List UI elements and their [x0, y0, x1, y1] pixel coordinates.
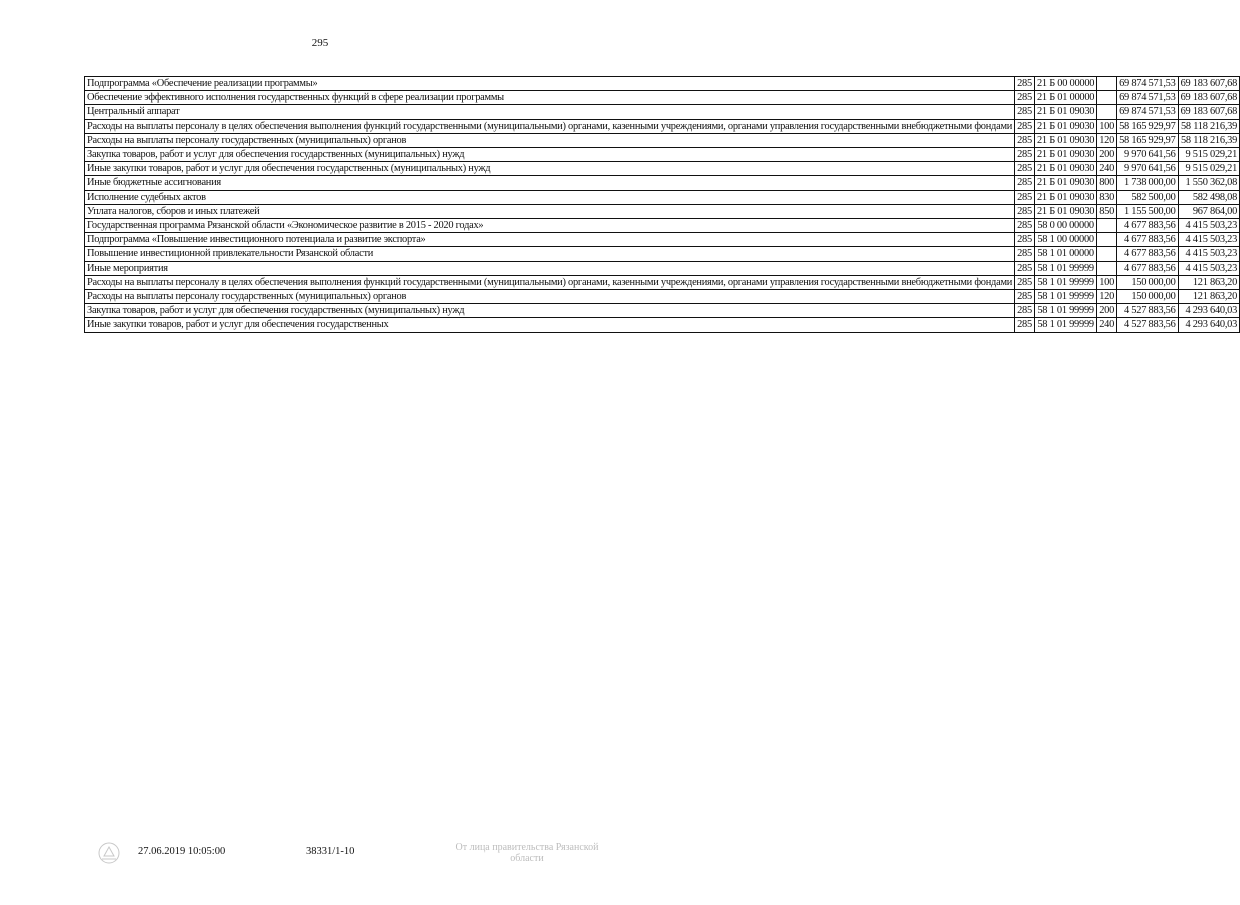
- row-sum-executed: 121 863,20: [1178, 275, 1240, 289]
- row-name: Закупка товаров, работ и услуг для обеспечения государственных (муниципальных) нужд: [85, 304, 1015, 318]
- row-code: 285: [1015, 190, 1035, 204]
- row-code: 285: [1015, 233, 1035, 247]
- row-code: 285: [1015, 91, 1035, 105]
- row-sum-executed: 9 515 029,21: [1178, 148, 1240, 162]
- row-sum-2018: 4 677 883,56: [1117, 261, 1179, 275]
- row-name: Подпрограмма «Повышение инвестиционного потенциала и развитие экспорта»: [85, 233, 1015, 247]
- row-csr: 58 1 01 99999: [1034, 261, 1096, 275]
- row-sum-executed: 4 415 503,23: [1178, 261, 1240, 275]
- row-sum-2018: 4 677 883,56: [1117, 219, 1179, 233]
- footer-doc-number: 38331/1-10: [306, 846, 355, 857]
- row-code: 285: [1015, 148, 1035, 162]
- row-sum-executed: 967 864,00: [1178, 204, 1240, 218]
- row-code: 285: [1015, 176, 1035, 190]
- row-code: 285: [1015, 119, 1035, 133]
- row-sum-2018: 1 738 000,00: [1117, 176, 1179, 190]
- row-csr: 58 1 00 00000: [1034, 233, 1096, 247]
- row-sum-2018: 150 000,00: [1117, 290, 1179, 304]
- row-code: 285: [1015, 304, 1035, 318]
- row-vr: 120: [1097, 290, 1117, 304]
- table-row: [85, 105, 1240, 119]
- table-row: [85, 304, 1240, 318]
- emblem-icon: [96, 840, 122, 869]
- watermark-text: От лица правительства Рязанской области: [455, 842, 599, 864]
- row-code: 285: [1015, 162, 1035, 176]
- row-name: Государственная программа Рязанской области «Экономическое развитие в 2015 - 2020 годах»: [85, 219, 1015, 233]
- row-vr: 120: [1097, 133, 1117, 147]
- row-code: 285: [1015, 133, 1035, 147]
- row-csr: 58 1 01 99999: [1034, 318, 1096, 332]
- row-sum-2018: 9 970 641,56: [1117, 148, 1179, 162]
- row-sum-2018: 4 527 883,56: [1117, 304, 1179, 318]
- table-row: [85, 261, 1240, 275]
- row-sum-executed: 4 415 503,23: [1178, 219, 1240, 233]
- row-sum-2018: 69 874 571,53: [1117, 77, 1179, 91]
- row-code: 285: [1015, 77, 1035, 91]
- table-row: [85, 162, 1240, 176]
- row-vr: [1097, 91, 1117, 105]
- row-vr: 100: [1097, 275, 1117, 289]
- row-csr: 21 Б 01 09030: [1034, 162, 1096, 176]
- row-vr: 800: [1097, 176, 1117, 190]
- table-row: [85, 219, 1240, 233]
- row-vr: [1097, 77, 1117, 91]
- row-sum-2018: 582 500,00: [1117, 190, 1179, 204]
- row-sum-2018: 58 165 929,97: [1117, 133, 1179, 147]
- row-vr: 850: [1097, 204, 1117, 218]
- row-sum-executed: 4 415 503,23: [1178, 247, 1240, 261]
- row-sum-executed: 4 293 640,03: [1178, 304, 1240, 318]
- row-csr: 58 1 01 99999: [1034, 275, 1096, 289]
- table-row: [85, 275, 1240, 289]
- row-code: 285: [1015, 318, 1035, 332]
- row-sum-executed: 1 550 362,08: [1178, 176, 1240, 190]
- row-code: 285: [1015, 261, 1035, 275]
- budget-table: [84, 76, 1240, 333]
- footer-date: 27.06.2019 10:05:00: [138, 846, 226, 857]
- budget-table-body: [85, 77, 1240, 333]
- row-code: 285: [1015, 219, 1035, 233]
- row-vr: 240: [1097, 318, 1117, 332]
- row-csr: 58 0 00 00000: [1034, 219, 1096, 233]
- row-sum-executed: 121 863,20: [1178, 290, 1240, 304]
- row-csr: 21 Б 01 09030: [1034, 176, 1096, 190]
- row-code: 285: [1015, 247, 1035, 261]
- table-row: [85, 133, 1240, 147]
- row-sum-executed: 58 118 216,39: [1178, 133, 1240, 147]
- table-row: [85, 190, 1240, 204]
- row-sum-executed: 4 415 503,23: [1178, 233, 1240, 247]
- row-csr: 21 Б 01 09030: [1034, 204, 1096, 218]
- row-csr: 21 Б 01 00000: [1034, 91, 1096, 105]
- row-csr: 21 Б 01 09030: [1034, 133, 1096, 147]
- row-name: Иные закупки товаров, работ и услуг для обеспечения государственных: [85, 318, 1015, 332]
- row-name: Исполнение судебных актов: [85, 190, 1015, 204]
- row-csr: 21 Б 01 09030: [1034, 190, 1096, 204]
- row-name: Повышение инвестиционной привлекательности Рязанской области: [85, 247, 1015, 261]
- row-sum-2018: 150 000,00: [1117, 275, 1179, 289]
- row-name: Подпрограмма «Обеспечение реализации программы»: [85, 77, 1015, 91]
- page-number: 295: [311, 37, 329, 49]
- row-csr: 58 1 01 00000: [1034, 247, 1096, 261]
- row-vr: [1097, 247, 1117, 261]
- row-vr: 830: [1097, 190, 1117, 204]
- row-csr: 21 Б 01 09030: [1034, 148, 1096, 162]
- row-name: Расходы на выплаты персоналу государственных (муниципальных) органов: [85, 133, 1015, 147]
- row-sum-2018: 58 165 929,97: [1117, 119, 1179, 133]
- row-name: Иные закупки товаров, работ и услуг для обеспечения государственных (муниципальных) нужд: [85, 162, 1015, 176]
- row-code: 285: [1015, 275, 1035, 289]
- row-sum-executed: 9 515 029,21: [1178, 162, 1240, 176]
- row-sum-2018: 4 677 883,56: [1117, 247, 1179, 261]
- table-row: [85, 290, 1240, 304]
- row-sum-2018: 4 527 883,56: [1117, 318, 1179, 332]
- row-sum-2018: 4 677 883,56: [1117, 233, 1179, 247]
- row-csr: 21 Б 01 09030: [1034, 105, 1096, 119]
- row-name: Уплата налогов, сборов и иных платежей: [85, 204, 1015, 218]
- row-csr: 21 Б 00 00000: [1034, 77, 1096, 91]
- row-sum-executed: 69 183 607,68: [1178, 91, 1240, 105]
- row-name: Закупка товаров, работ и услуг для обеспечения государственных (муниципальных) нужд: [85, 148, 1015, 162]
- row-code: 285: [1015, 105, 1035, 119]
- row-name: Расходы на выплаты персоналу государственных (муниципальных) органов: [85, 290, 1015, 304]
- page-footer: [0, 842, 640, 876]
- table-row: [85, 247, 1240, 261]
- row-vr: [1097, 233, 1117, 247]
- row-sum-2018: 9 970 641,56: [1117, 162, 1179, 176]
- table-row: [85, 148, 1240, 162]
- row-name: Обеспечение эффективного исполнения государственных функций в сфере реализации программы: [85, 91, 1015, 105]
- row-code: 285: [1015, 290, 1035, 304]
- row-name: Центральный аппарат: [85, 105, 1015, 119]
- row-sum-2018: 69 874 571,53: [1117, 105, 1179, 119]
- row-vr: 240: [1097, 162, 1117, 176]
- table-row: [85, 77, 1240, 91]
- row-csr: 58 1 01 99999: [1034, 304, 1096, 318]
- table-row: [85, 176, 1240, 190]
- row-vr: 200: [1097, 148, 1117, 162]
- row-name: Иные мероприятия: [85, 261, 1015, 275]
- row-vr: [1097, 219, 1117, 233]
- row-vr: 100: [1097, 119, 1117, 133]
- row-sum-executed: 4 293 640,03: [1178, 318, 1240, 332]
- table-row: [85, 204, 1240, 218]
- table-row: [85, 91, 1240, 105]
- table-row: [85, 233, 1240, 247]
- row-vr: [1097, 105, 1117, 119]
- row-csr: 58 1 01 99999: [1034, 290, 1096, 304]
- row-sum-executed: 582 498,08: [1178, 190, 1240, 204]
- row-name: Расходы на выплаты персоналу в целях обеспечения выполнения функций государственными (муниципальными) органами, казенными учреждениями, органами управления государственными внебюджетными фондами: [85, 119, 1015, 133]
- row-sum-executed: 69 183 607,68: [1178, 77, 1240, 91]
- row-name: Расходы на выплаты персоналу в целях обеспечения выполнения функций государственными (муниципальными) органами, казенными учреждениями, органами управления государственными внебюджетными фондами: [85, 275, 1015, 289]
- row-sum-executed: 58 118 216,39: [1178, 119, 1240, 133]
- row-name: Иные бюджетные ассигнования: [85, 176, 1015, 190]
- row-vr: 200: [1097, 304, 1117, 318]
- table-row: [85, 318, 1240, 332]
- row-vr: [1097, 261, 1117, 275]
- row-sum-executed: 69 183 607,68: [1178, 105, 1240, 119]
- row-csr: 21 Б 01 09030: [1034, 119, 1096, 133]
- row-code: 285: [1015, 204, 1035, 218]
- table-row: [85, 119, 1240, 133]
- row-sum-2018: 69 874 571,53: [1117, 91, 1179, 105]
- row-sum-2018: 1 155 500,00: [1117, 204, 1179, 218]
